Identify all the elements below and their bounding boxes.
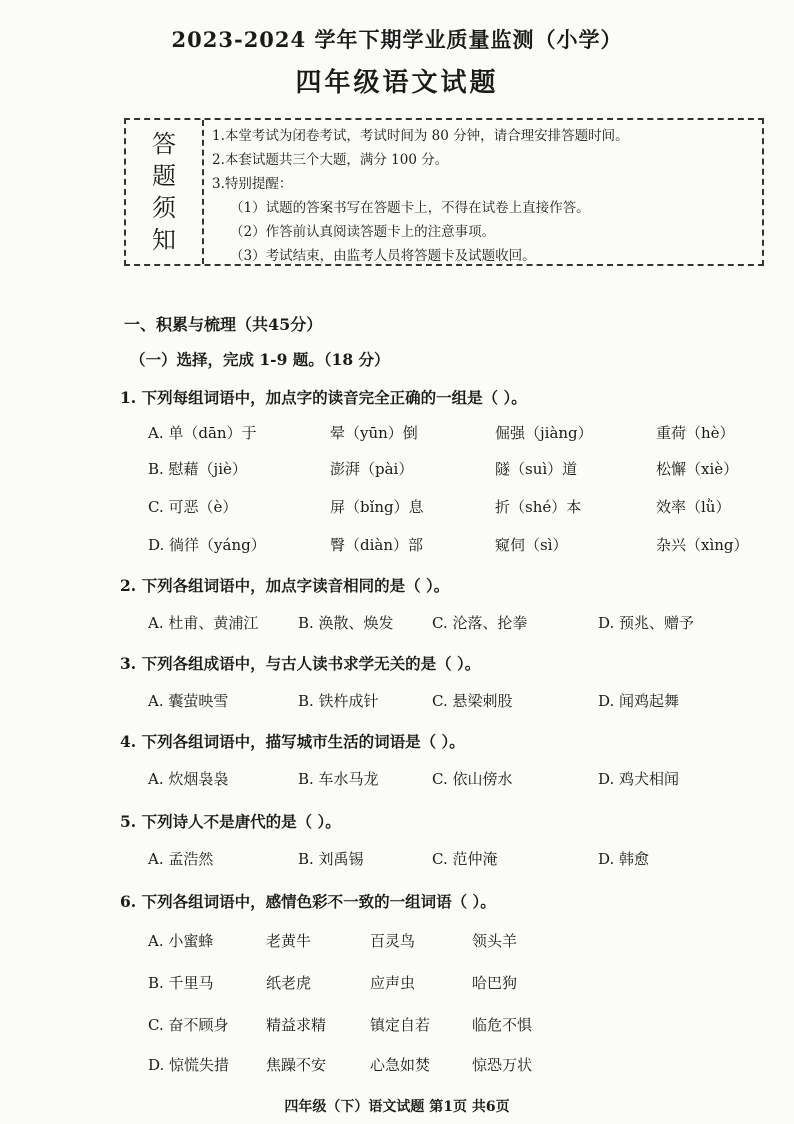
option-cell: A. 杜甫、黄浦江 [148, 614, 259, 632]
option-cell: B. 千里马 [148, 974, 214, 992]
option-cell: 百灵鸟 [370, 932, 416, 950]
notice-line: （2）作答前认真阅读答题卡上的注意事项。 [230, 224, 496, 240]
notice-label-char: 须 [152, 194, 176, 222]
option-cell: 纸老虎 [266, 974, 312, 992]
option-cell: 杂兴（xìng） [656, 536, 749, 554]
option-row [0, 930, 794, 956]
notice-label-char: 题 [152, 162, 176, 190]
option-cell: C. 悬梁刺股 [432, 692, 513, 710]
option-cell: 应声虫 [370, 974, 416, 992]
option-cell: 哈巴狗 [472, 974, 518, 992]
option-row [0, 848, 794, 874]
option-cell: 惊恐万状 [472, 1056, 533, 1074]
notice-label-char: 答 [152, 130, 176, 158]
option-cell: 临危不惧 [472, 1016, 533, 1034]
section-heading: 一、积累与梳理（共45分） [124, 315, 323, 334]
option-row [0, 496, 794, 522]
option-row [0, 534, 794, 560]
option-cell: A. 炊烟袅袅 [148, 770, 229, 788]
notice-box [124, 118, 764, 266]
option-cell: A. 小蜜蜂 [148, 932, 214, 950]
option-cell: D. 徜徉（yáng） [148, 536, 266, 554]
question-stem: 3. 下列各组成语中，与古人读书求学无关的是（ ）。 [120, 654, 481, 673]
notice-line: （3）考试结束，由监考人员将答题卡及试题收回。 [230, 248, 536, 264]
option-cell: 折（shé）本 [495, 498, 582, 516]
notice-label-char: 知 [152, 226, 176, 254]
exam-subtitle: 2023-2024 学年下期学业质量监测（小学） [171, 27, 623, 52]
option-cell: 屏（bǐng）息 [330, 498, 424, 516]
option-row [0, 422, 794, 448]
option-row [0, 458, 794, 484]
option-cell: 澎湃（pài） [330, 460, 414, 478]
option-cell: 老黄牛 [266, 932, 312, 950]
option-cell: D. 惊慌失措 [148, 1056, 230, 1074]
option-row [0, 972, 794, 998]
option-row [0, 768, 794, 794]
option-row [0, 690, 794, 716]
option-cell: B. 车水马龙 [298, 770, 379, 788]
question-stem: 5. 下列诗人不是唐代的是（ ）。 [120, 812, 341, 831]
option-cell: A. 单（dān）于 [148, 424, 257, 442]
question-stem: 1. 下列每组词语中，加点字的读音完全正确的一组是（ ）。 [120, 388, 527, 407]
option-cell: 焦躁不安 [266, 1056, 327, 1074]
option-cell: 晕（yūn）倒 [330, 424, 418, 442]
option-cell: 松懈（xiè） [656, 460, 739, 478]
option-cell: B. 慰藉（jiè） [148, 460, 247, 478]
option-cell: 镇定自若 [370, 1016, 431, 1034]
exam-title: 四年级语文试题 [295, 68, 499, 98]
option-cell: 窥伺（sì） [495, 536, 568, 554]
notice-label [126, 120, 204, 264]
option-cell: C. 依山傍水 [432, 770, 513, 788]
option-cell: B. 涣散、焕发 [298, 614, 394, 632]
option-cell: B. 刘禹锡 [298, 850, 364, 868]
option-cell: C. 范仲淹 [432, 850, 498, 868]
option-cell: 心急如焚 [370, 1056, 431, 1074]
option-cell: C. 可恶（è） [148, 498, 238, 516]
question-stem: 6. 下列各组词语中，感情色彩不一致的一组词语（ ）。 [120, 892, 496, 911]
page-footer: 四年级（下）语文试题 第1页 共6页 [284, 1099, 510, 1115]
option-cell: B. 铁杵成针 [298, 692, 379, 710]
subsection-heading: （一）选择，完成 1-9 题。（18 分） [130, 350, 390, 369]
notice-line: 1.本堂考试为闭卷考试，考试时间为 80 分钟，请合理安排答题时间。 [212, 128, 629, 144]
option-cell: 精益求精 [266, 1016, 327, 1034]
option-cell: C. 沦落、抡拳 [432, 614, 528, 632]
option-cell: D. 预兆、赠予 [598, 614, 695, 632]
option-cell: 倔强（jiàng） [495, 424, 593, 442]
option-cell: 臀（diàn）部 [330, 536, 424, 554]
option-cell: D. 韩愈 [598, 850, 650, 868]
notice-line: 3.特别提醒： [212, 176, 293, 192]
notice-line: （1）试题的答案书写在答题卡上，不得在试卷上直接作答。 [230, 200, 590, 216]
question-stem: 4. 下列各组词语中，描写城市生活的词语是（ ）。 [120, 732, 465, 751]
option-cell: 隧（suì）道 [495, 460, 578, 478]
option-cell: C. 奋不顾身 [148, 1016, 229, 1034]
question-stem: 2. 下列各组词语中，加点字读音相同的是（ ）。 [120, 576, 450, 595]
option-cell: 领头羊 [472, 932, 518, 950]
notice-lines [212, 124, 758, 268]
option-row [0, 612, 794, 638]
option-cell: D. 闻鸡起舞 [598, 692, 680, 710]
option-cell: D. 鸡犬相闻 [598, 770, 680, 788]
option-cell: A. 囊萤映雪 [148, 692, 229, 710]
option-row [0, 1014, 794, 1040]
option-cell: 效率（lǜ） [656, 498, 731, 516]
option-cell: 重荷（hè） [656, 424, 735, 442]
option-cell: A. 孟浩然 [148, 850, 214, 868]
notice-line: 2.本套试题共三个大题，满分 100 分。 [212, 152, 449, 168]
option-row [0, 1054, 794, 1080]
